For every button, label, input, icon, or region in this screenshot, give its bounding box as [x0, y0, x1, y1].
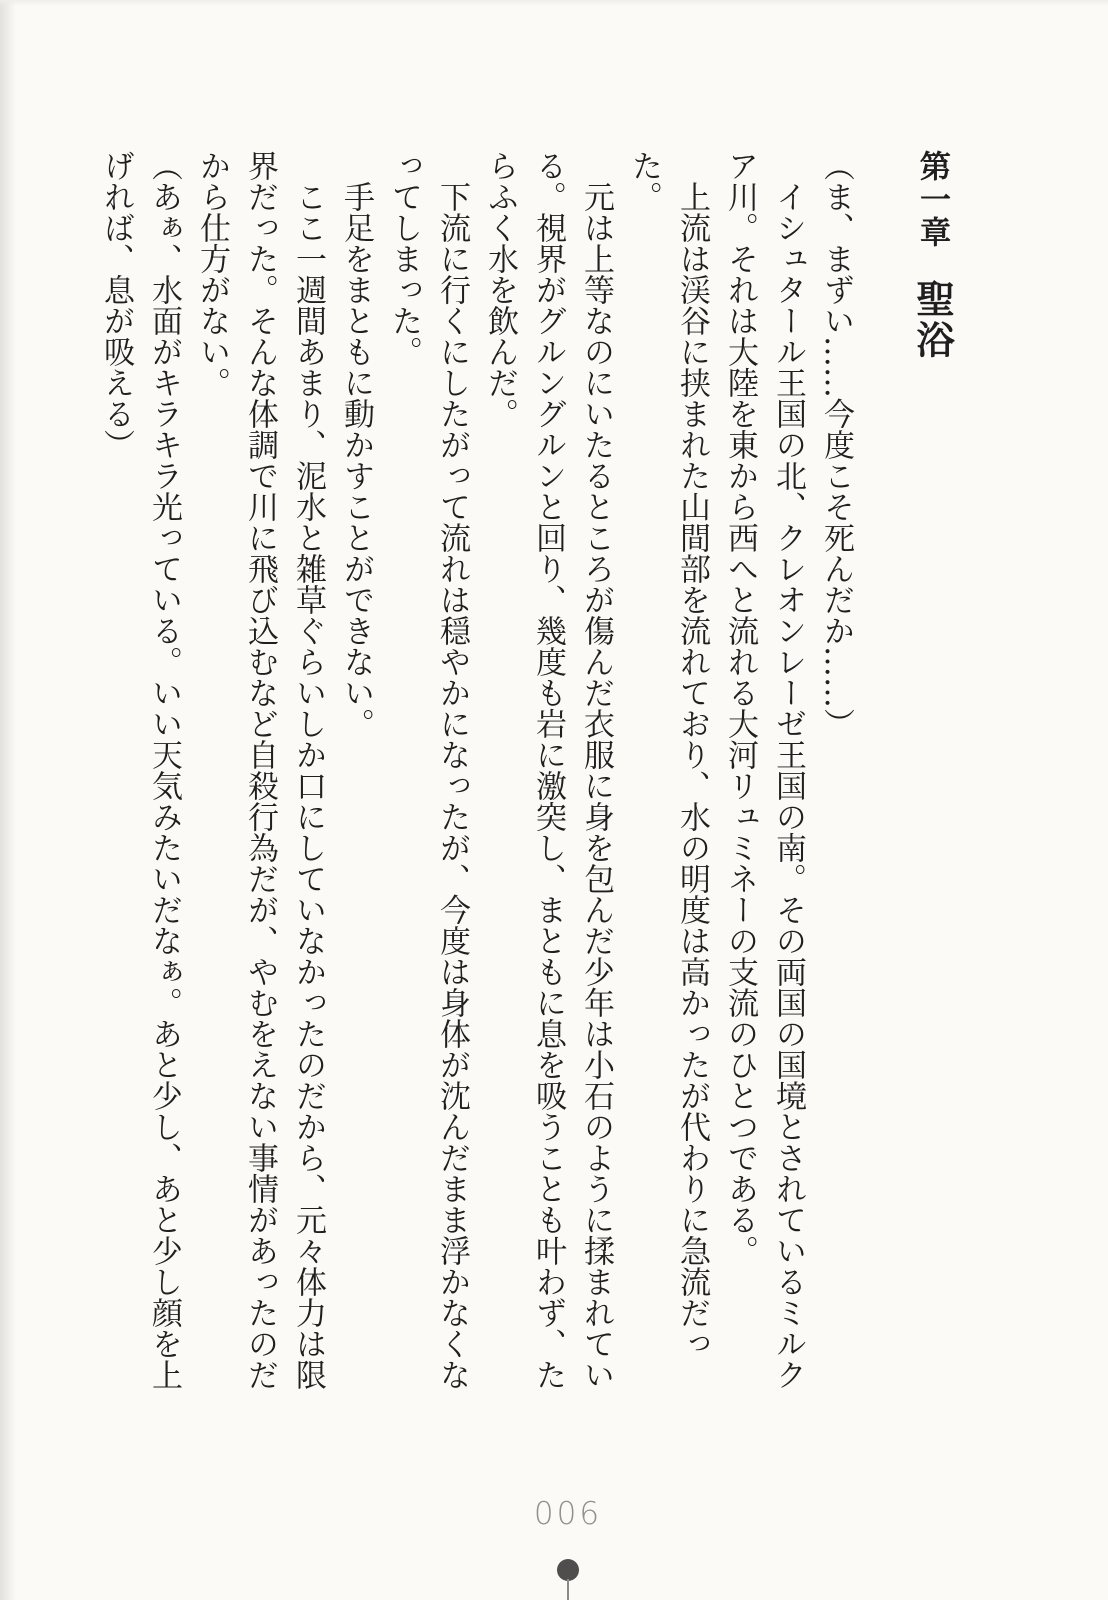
paragraph-cannot-move: 手足をまともに動かすことができない。: [338, 181, 374, 739]
paragraph-boy-in-river: 元は上等なのにいたるところが傷んだ衣服に身を包んだ少年は小石のように揉まれている。視界がグルングルンと回り、幾度も岩に激突し、まともに息を吸うことも叶わず、たらふく水を飲んだ。: [482, 150, 614, 1390]
scan-edge-shadow-left: [0, 0, 16, 1600]
paragraph-downstream: 下流に行くにしたがって流れは穏やかになったが、今度は身体が沈んだまま浮かなくなってしまった。: [386, 150, 470, 1390]
chapter-title: [906, 150, 958, 1408]
paragraph-inner-monologue-1: （ま、まずい……今度こそ死んだか……）: [818, 150, 854, 739]
paragraph-inner-monologue-2: （あぁ、水面がキラキラ光っている。いい天気みたいだなぁ。あと少し、あと少し顔を上げれば、息が吸える）: [98, 150, 182, 1390]
chapter-name: 聖浴: [910, 279, 955, 361]
page-number: 006: [533, 1496, 603, 1532]
paragraph-geography-1: イシュタール王国の北、クレオンレーゼ王国の南。その両国の国境とされているミルクア川。それは大陸を東から西へと流れる大河リュミネーの支流のひとつである。: [722, 150, 806, 1390]
paragraph-geography-2: 上流は渓谷に挟まれた山間部を流れており、水の明度は高かったが代わりに急流だった。: [626, 150, 710, 1359]
scan-edge-shadow-top: [0, 0, 1108, 6]
text-area: [92, 150, 958, 1408]
paragraph-weak-condition: ここ一週間あまり、泥水と雑草ぐらいしか口にしていなかったのだから、元々体力は限界だった。そんな体調で川に飛び込むなど自殺行為だが、やむをえない事情があったのだから仕方がない。: [194, 150, 326, 1390]
chapter-number: 第一章: [914, 150, 950, 249]
footer-pin-dot-icon: [557, 1559, 579, 1581]
footer-pin-line: [567, 1579, 569, 1600]
